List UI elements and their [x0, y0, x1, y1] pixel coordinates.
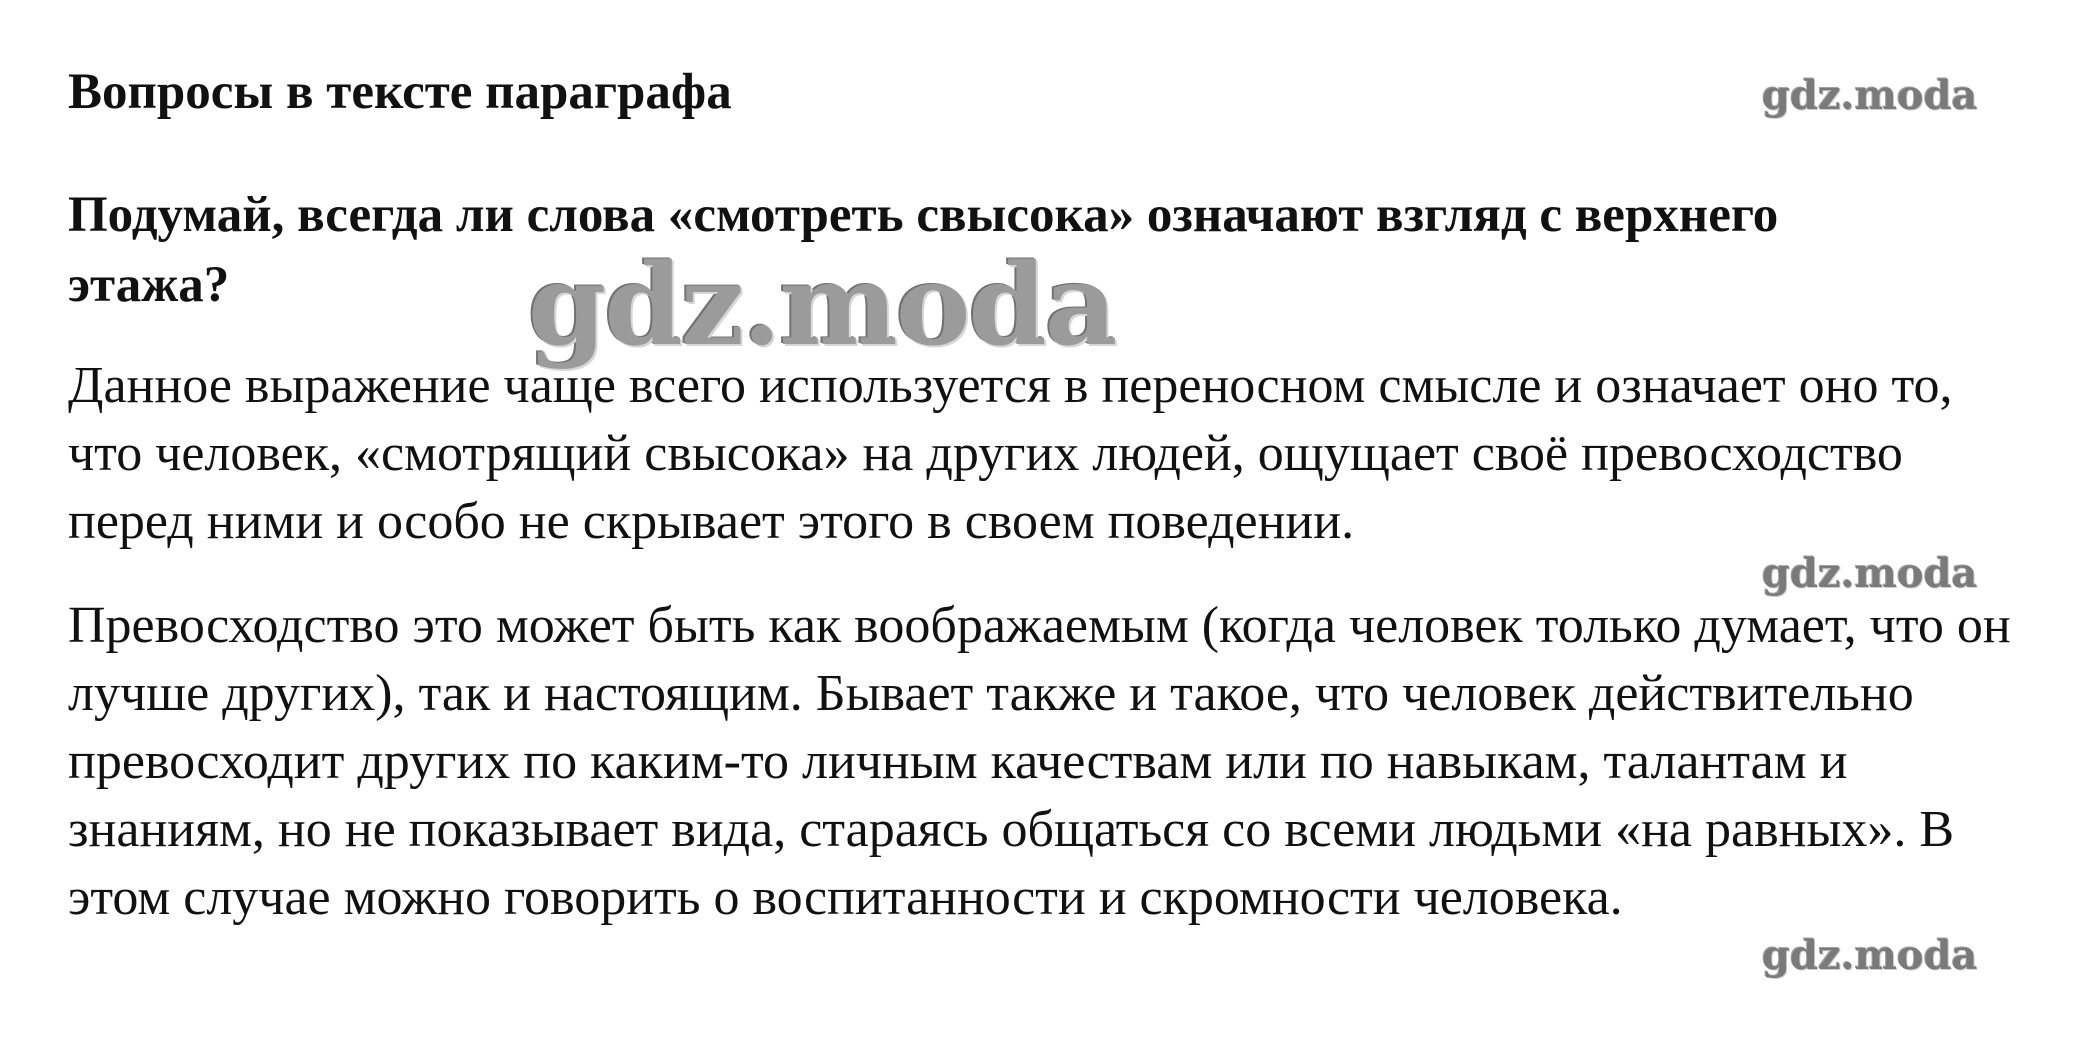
watermark-logo: gdz.moda — [1762, 932, 1978, 979]
answer-paragraph: Превосходство это может быть как воображаемым (когда человек только думает, что он лучше других), так и настоящим. Бывает также и такое, что человек действительно превосходит других по каким-то личным качествам или по навыкам, талантам и знаниям, но не показывает вида, стараясь общаться со всеми людьми «на равных». В этом случае можно говорить о воспитанности и скромности человека. — [68, 597, 2011, 926]
watermark-logo: gdz.moda — [1762, 550, 1978, 597]
watermark-logo-large: gdz.moda — [528, 240, 1116, 371]
watermark-logo: gdz.moda — [1762, 72, 1978, 119]
question-text: Подумай, всегда ли слова «смотреть свысока» означают взгляд с верхнего этажа? — [68, 187, 1779, 313]
answer-paragraph: Данное выражение чаще всего используется в переносном смысле и означает оно то, что человек, «смотрящий свысока» на других людей, ощущает своё превосходство перед ними и особо не скрывает этого в своем поведении. — [68, 357, 1953, 550]
section-heading: Вопросы в тексте параграфа — [68, 64, 732, 120]
